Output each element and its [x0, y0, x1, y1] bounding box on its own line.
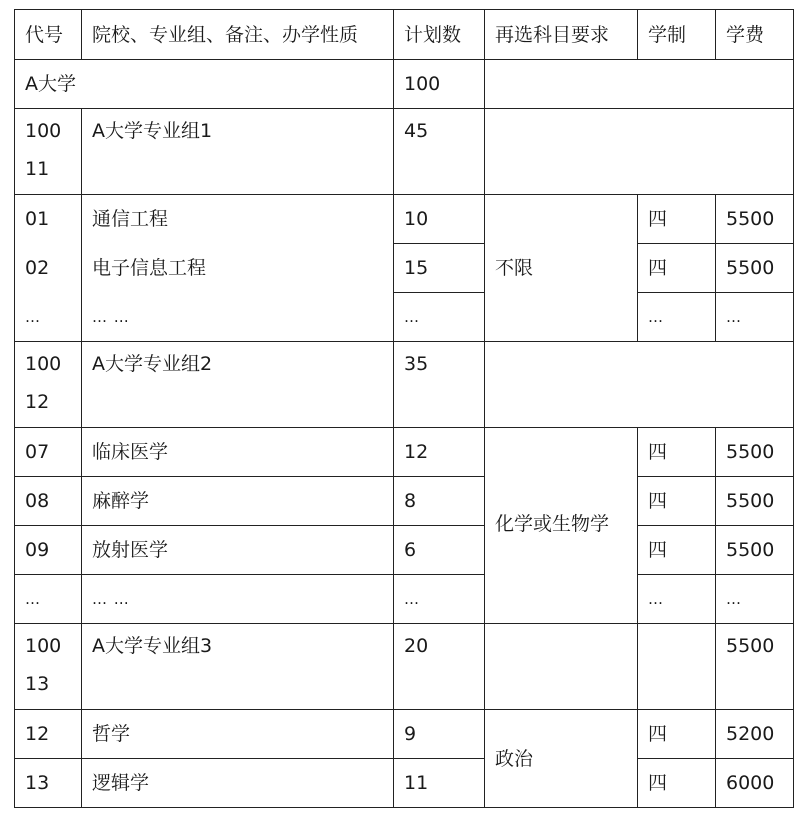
major-plan: …	[394, 575, 485, 624]
group-code	[15, 342, 82, 428]
major-code: 07	[15, 428, 82, 477]
group-plan: 35	[394, 342, 485, 428]
group-code	[15, 624, 82, 710]
major-name: 麻醉学	[82, 477, 394, 526]
major-row	[15, 195, 794, 244]
major-fee: 5200	[716, 710, 794, 759]
header-fee: 学费	[716, 10, 794, 60]
group-empty-cell	[485, 342, 794, 428]
group-name: A大学专业组1	[82, 109, 394, 195]
group-plan: 45	[394, 109, 485, 195]
major-name: 放射医学	[82, 526, 394, 575]
header-subject: 再选科目要求	[485, 10, 638, 60]
major-row-ellipsis	[15, 575, 794, 624]
major-row	[15, 477, 794, 526]
major-name: 逻辑学	[82, 759, 394, 808]
major-fee: 5500	[716, 195, 794, 244]
subject-requirement: 不限	[485, 195, 638, 342]
major-plan: 9	[394, 710, 485, 759]
major-plan: 10	[394, 195, 485, 244]
major-duration: 四	[638, 759, 716, 808]
major-duration: 四	[638, 195, 716, 244]
major-name: 临床医学	[82, 428, 394, 477]
major-plan: 12	[394, 428, 485, 477]
major-row	[15, 244, 794, 293]
group-row	[15, 109, 794, 195]
major-duration: 四	[638, 477, 716, 526]
major-fee: …	[716, 293, 794, 342]
major-code: …	[15, 575, 82, 624]
major-fee: 5500	[716, 477, 794, 526]
major-row	[15, 428, 794, 477]
group-fee: 5500	[716, 624, 794, 710]
major-name: 通信工程	[82, 195, 394, 244]
major-code: 08	[15, 477, 82, 526]
major-plan: 11	[394, 759, 485, 808]
subject-requirement: 化学或生物学	[485, 428, 638, 624]
group-code-part1: 100	[25, 353, 62, 375]
group-code-part1: 100	[25, 635, 62, 657]
university-name: A大学	[15, 60, 394, 109]
header-row	[15, 10, 794, 60]
major-plan: 6	[394, 526, 485, 575]
major-name: 哲学	[82, 710, 394, 759]
group-duration-empty	[638, 624, 716, 710]
major-duration: …	[638, 575, 716, 624]
major-code: 13	[15, 759, 82, 808]
major-duration: 四	[638, 710, 716, 759]
major-name: 电子信息工程	[82, 244, 394, 293]
group-plan: 20	[394, 624, 485, 710]
header-code: 代号	[15, 10, 82, 60]
group-code-part2: 12	[25, 391, 50, 413]
enrollment-plan-table	[14, 9, 794, 808]
group-name: A大学专业组3	[82, 624, 394, 710]
major-code: 09	[15, 526, 82, 575]
major-duration: 四	[638, 244, 716, 293]
group-subject-empty	[485, 624, 638, 710]
major-plan: 15	[394, 244, 485, 293]
major-fee: 5500	[716, 428, 794, 477]
group-name: A大学专业组2	[82, 342, 394, 428]
header-duration: 学制	[638, 10, 716, 60]
major-fee: …	[716, 575, 794, 624]
major-row	[15, 526, 794, 575]
major-row-ellipsis	[15, 293, 794, 342]
major-plan: 8	[394, 477, 485, 526]
group-row	[15, 342, 794, 428]
header-plan: 计划数	[394, 10, 485, 60]
subject-requirement: 政治	[485, 710, 638, 808]
group-code-part2: 11	[25, 158, 50, 180]
major-code: 02	[15, 244, 82, 293]
major-row	[15, 759, 794, 808]
major-duration: 四	[638, 526, 716, 575]
group-row	[15, 624, 794, 710]
major-duration: 四	[638, 428, 716, 477]
group-code	[15, 109, 82, 195]
group-code-part1: 100	[25, 120, 62, 142]
major-duration: …	[638, 293, 716, 342]
header-name: 院校、专业组、备注、办学性质	[82, 10, 394, 60]
group-empty-cell	[485, 109, 794, 195]
major-fee: 5500	[716, 244, 794, 293]
major-plan: …	[394, 293, 485, 342]
major-name: … …	[82, 293, 394, 342]
group-code-part2: 13	[25, 673, 50, 695]
major-code: 12	[15, 710, 82, 759]
major-code: 01	[15, 195, 82, 244]
university-plan: 100	[394, 60, 485, 109]
major-fee: 6000	[716, 759, 794, 808]
major-fee: 5500	[716, 526, 794, 575]
university-row	[15, 60, 794, 109]
university-empty-cell	[485, 60, 794, 109]
major-code: …	[15, 293, 82, 342]
major-row	[15, 710, 794, 759]
major-name: … …	[82, 575, 394, 624]
